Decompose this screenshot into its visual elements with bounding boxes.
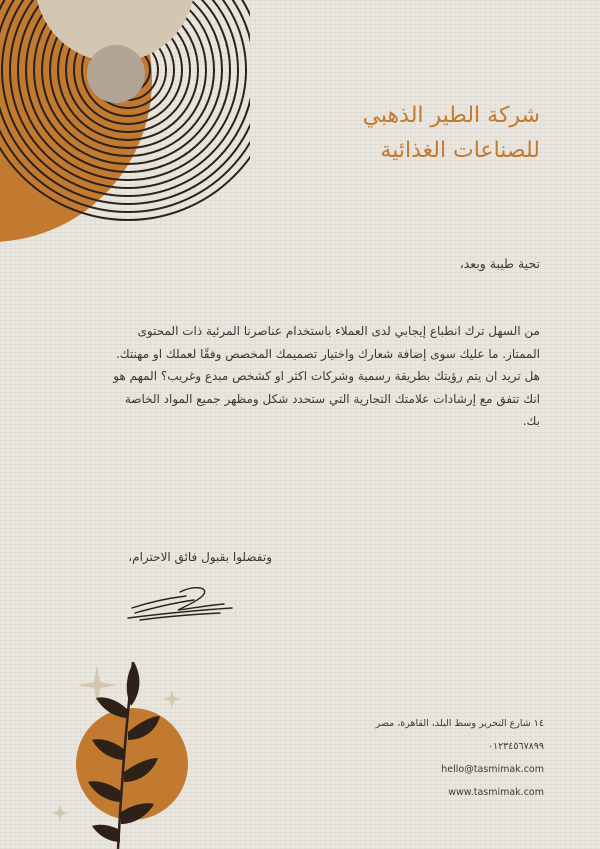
contact-phone: ٠١٢٣٤٥٦٧٨٩٩: [487, 741, 544, 752]
company-name-line2: للصناعات الغذائية: [380, 138, 540, 163]
letter-closing: وتفضلوا بقبول فائق الاحترام،: [128, 550, 272, 564]
plant-sun-decoration: [0, 640, 210, 849]
company-name: [180, 98, 540, 168]
letter-body: من السهل ترك انطباع إيجابي لدى العملاء باستخدام عناصرنا المرئية ذات المحتوى الممتاز. ما عليك سوى إضافة شعارك واختيار تصميمك المخصص وفقًا لعملك او مهنتك. هل تريد ان يتم رؤيتك بطريقة رسمية وشركات اكثر او كشخص مبدع وغريب؟ المهم هو انك تتفق مع إرشادات علامتك التجارية التي ستحدد شكل ومظهر جميع المواد الخاصة بك.: [113, 324, 540, 428]
signature-image: [120, 578, 240, 628]
contact-website: www.tasmimak.com: [448, 787, 544, 798]
contact-info: [304, 712, 544, 804]
company-name-line1: شركة الطير الذهبي: [362, 103, 540, 128]
contact-address: ١٤ شارع التحرير وسط البلد، القاهرة، مصر: [375, 718, 544, 729]
contact-email: hello@tasmimak.com: [441, 764, 544, 775]
letter-greeting: تحية طيبة وبعد،: [459, 256, 540, 271]
